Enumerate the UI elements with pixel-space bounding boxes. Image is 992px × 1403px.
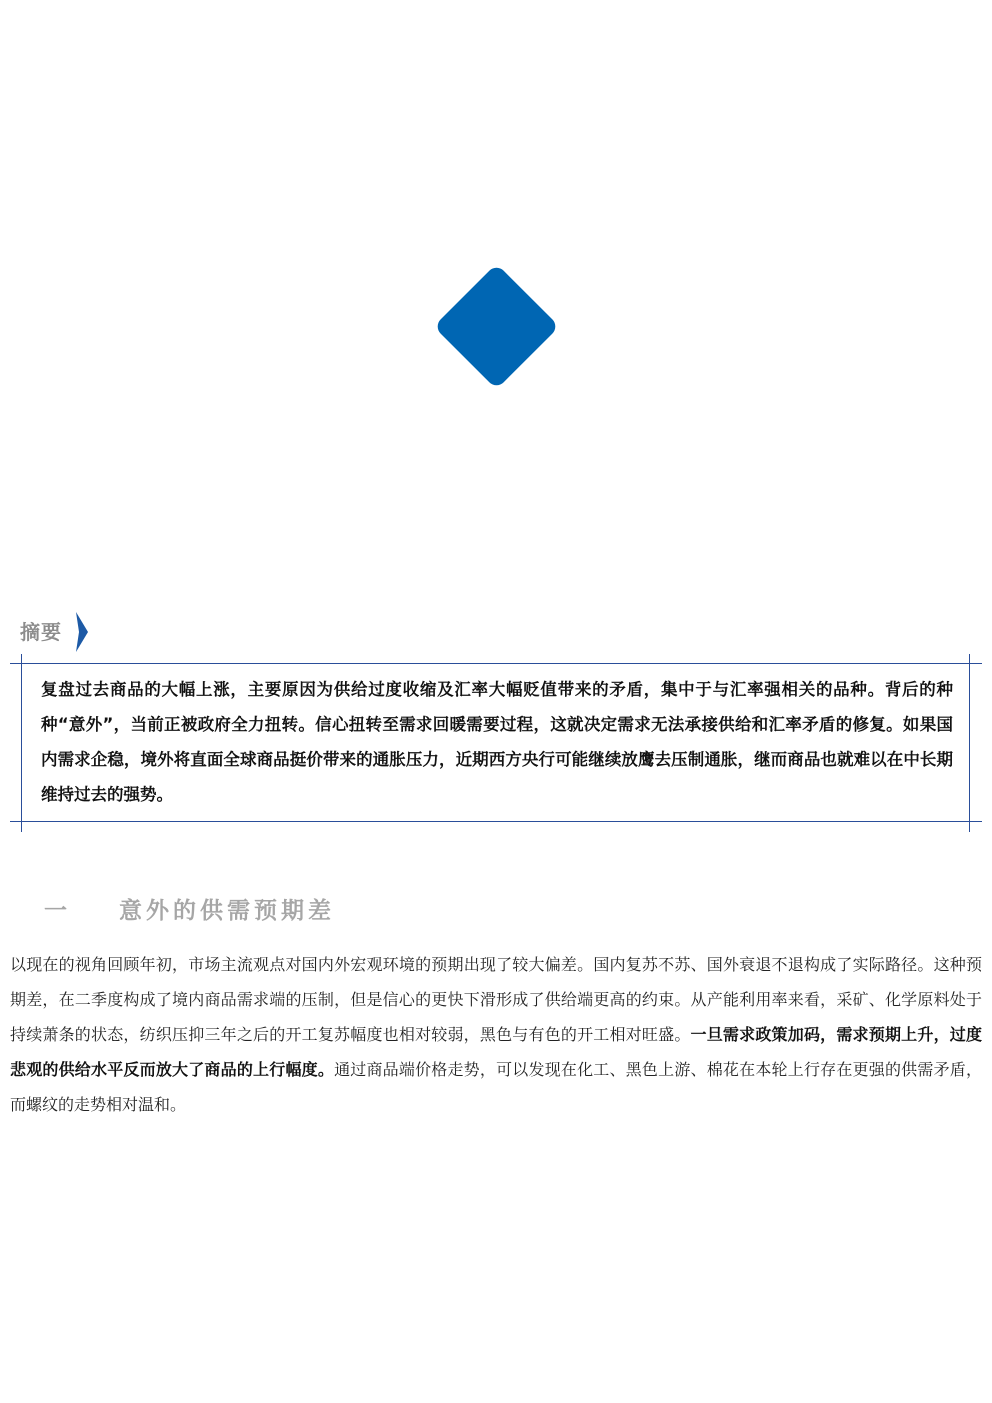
section-heading xyxy=(44,888,335,928)
abstract-frame-right-line xyxy=(969,654,970,832)
abstract-frame-left-line xyxy=(21,654,22,832)
abstract-heading-label: 摘要 xyxy=(20,620,62,644)
blue-diamond-logo-icon xyxy=(425,255,568,398)
brand-logo xyxy=(425,255,568,398)
abstract-box xyxy=(10,654,982,832)
body-text-part2: 通过商品端价格走势，可以发现在化工、黑色上游、棉花在本轮上行存在更强的供需矛盾，而螺纹的走势相对温和。 xyxy=(10,1060,982,1114)
section-title: 意外的供需预期差 xyxy=(119,897,335,924)
abstract-heading xyxy=(20,612,88,652)
triangle-arrow-icon xyxy=(76,612,88,652)
body-text-part1: 以现在的视角回顾年初，市场主流观点对国内外宏观环境的预期出现了较大偏差。国内复苏不苏、国外衰退不退构成了实际路径。这种预期差，在二季度构成了境内商品需求端的压制，但是信心的更快下滑形成了供给端更高的约束。从产能利用率来看，采矿、化学原料处于持续萧条的状态，纺织压抑三年之后的开工复苏幅度也相对较弱，黑色与有色的开工相对旺盛。 xyxy=(10,955,982,1044)
section-number: 一 xyxy=(44,897,67,924)
body-text-bold: 一旦需求政策加码，需求预期上升，过度悲观的供给水平反而放大了商品的上行幅度。 xyxy=(10,1025,982,1079)
abstract-frame-top-line xyxy=(10,663,982,664)
body-paragraph xyxy=(10,947,982,1122)
abstract-text: 复盘过去商品的大幅上涨，主要原因为供给过度收缩及汇率大幅贬值带来的矛盾，集中于与汇率强相关的品种。背后的种种“意外”，当前正被政府全力扭转。信心扭转至需求回暖需要过程，这就决定需求无法承接供给和汇率矛盾的修复。如果国内需求企稳，境外将直面全球商品挺价带来的通胀压力，近期西方央行可能继续放鹰去压制通胀，继而商品也就难以在中长期维持过去的强势。 xyxy=(41,680,953,804)
abstract-frame-bottom-line xyxy=(10,821,982,822)
